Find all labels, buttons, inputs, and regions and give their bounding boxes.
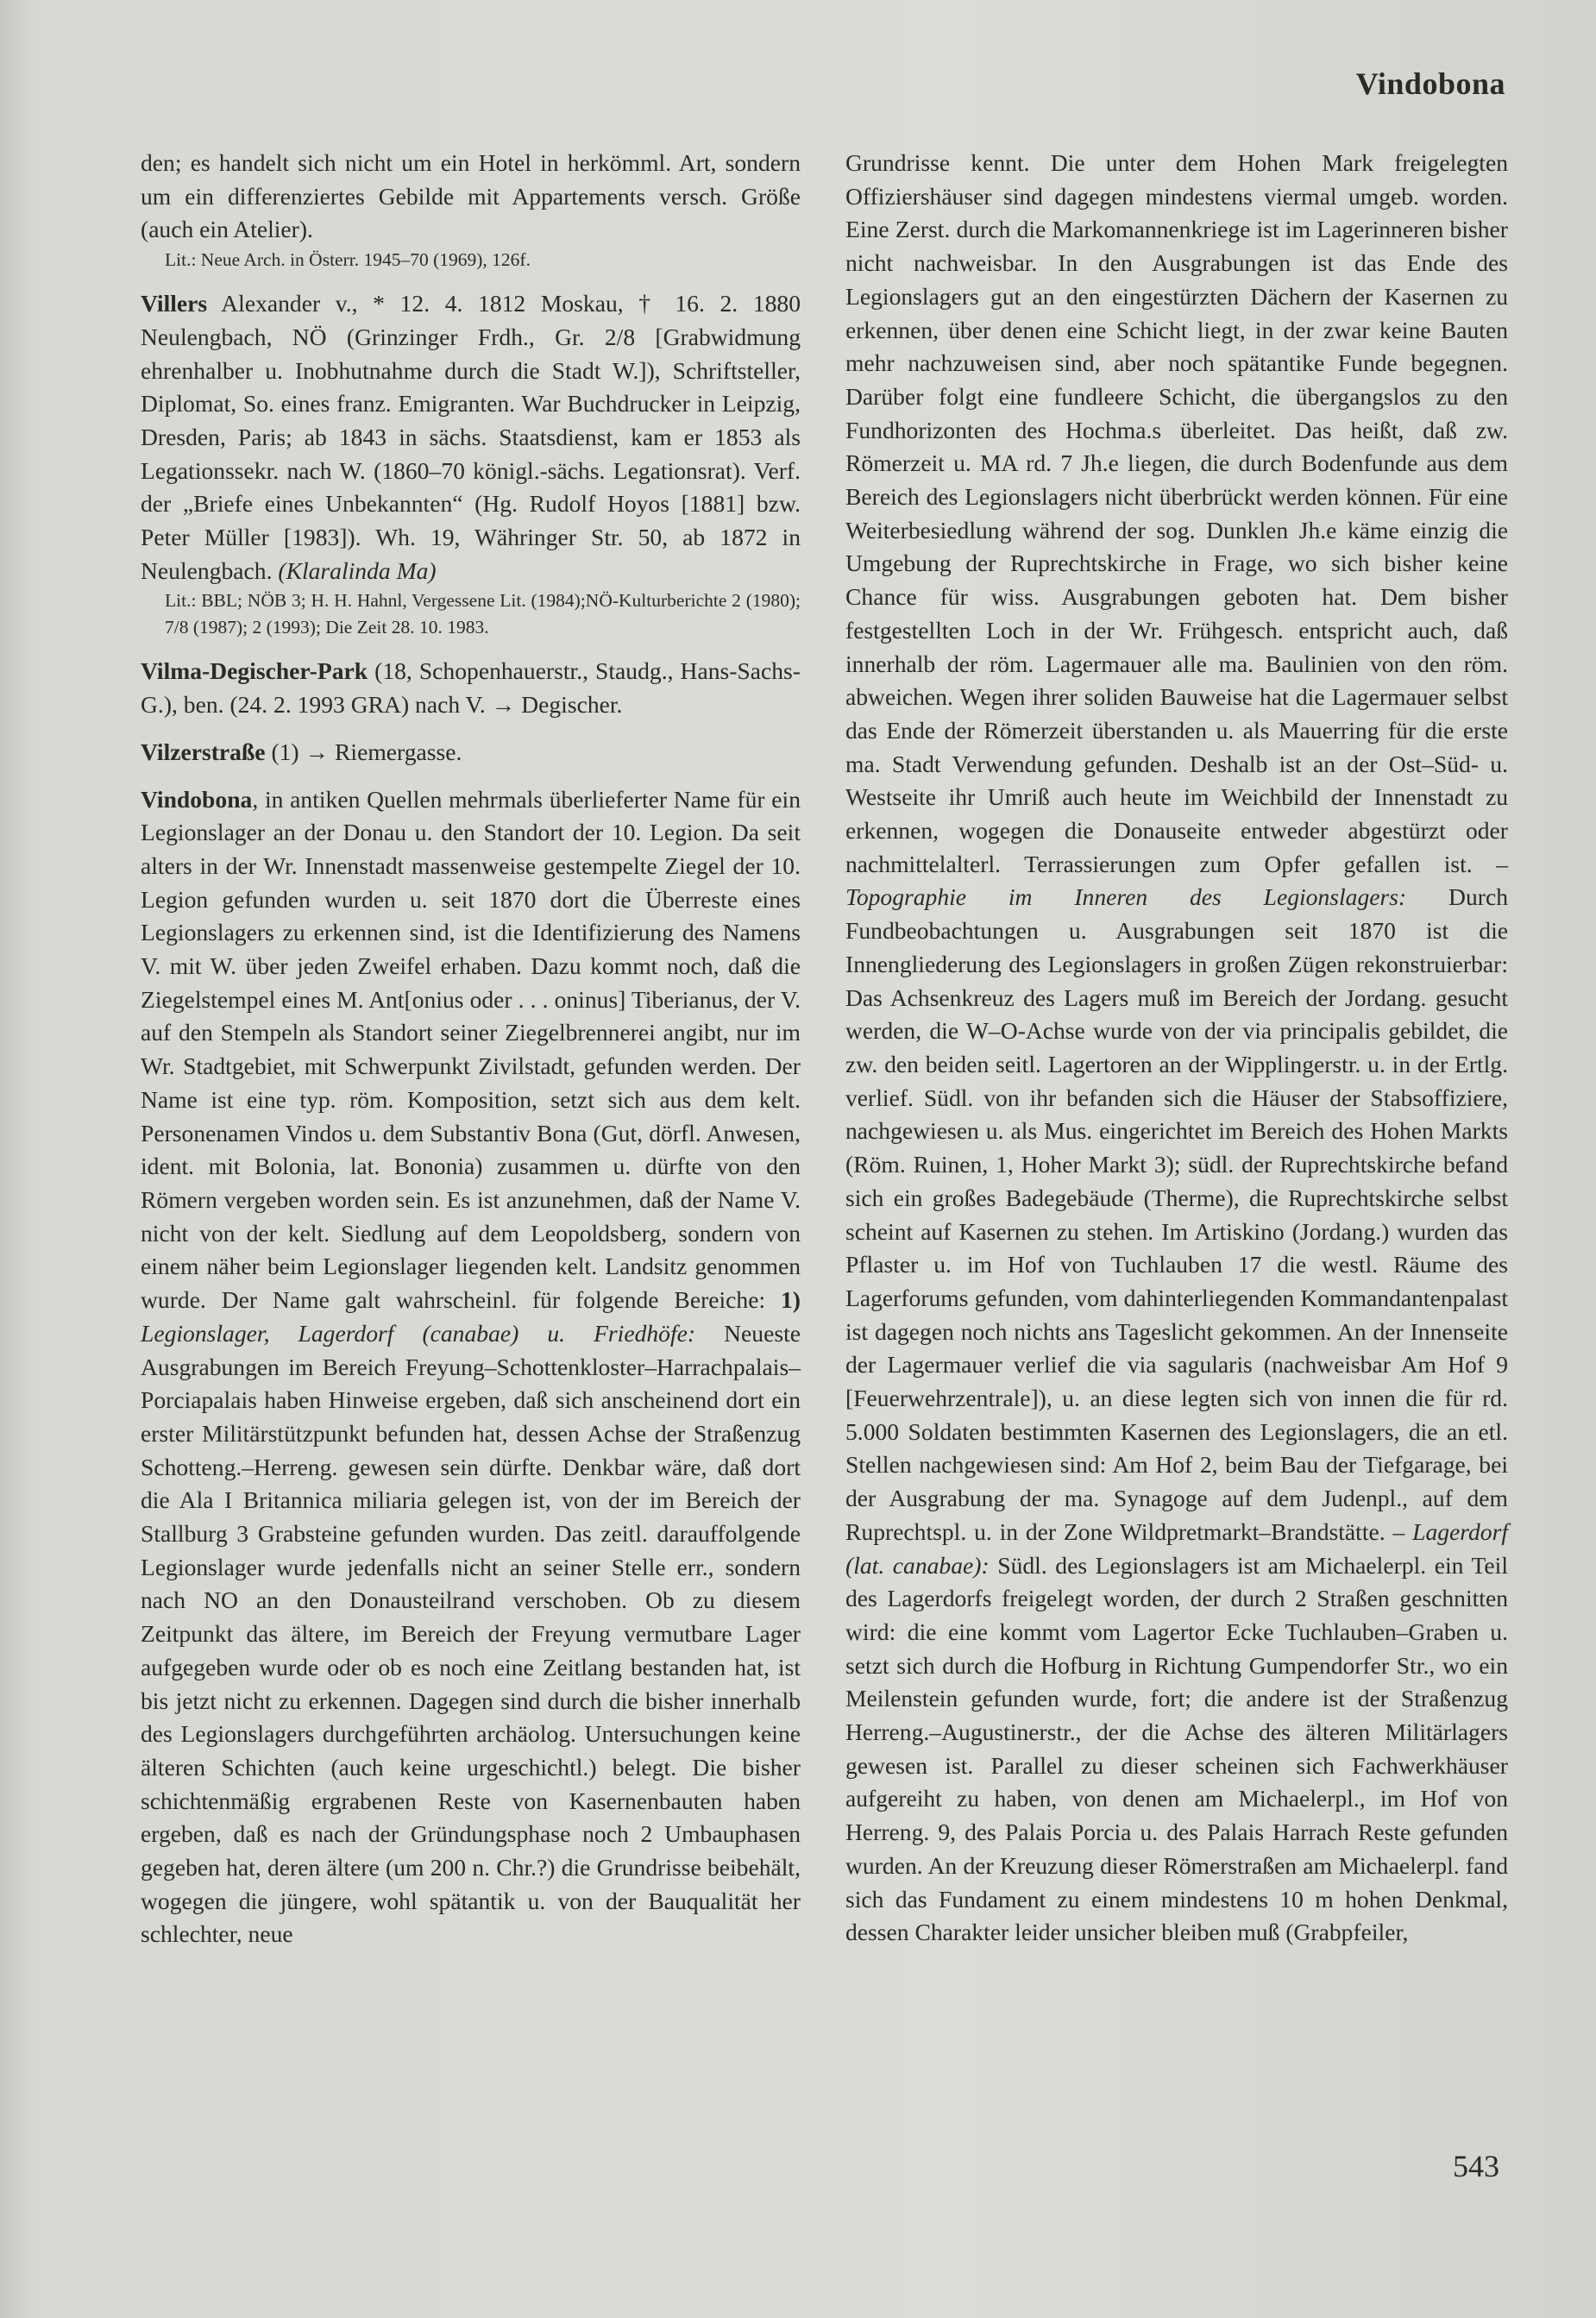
headword: Vilma-Degischer-Park [141, 657, 368, 685]
right-column [845, 147, 1508, 1950]
section-number: 1) [781, 1286, 801, 1314]
literature-note: Lit.: Neue Arch. in Österr. 1945–70 (1969), 126f. [165, 249, 531, 271]
entry-body: Alexander v., * 12. 4. 1812 Moskau, † 16. 2. 1880 Neulengbach, NÖ (Grinzinger Frdh., Gr. 2/8 [Grabwidmung ehrenhalber u. Inobhutnahme durch die Stadt W.]), Schriftsteller, Diplomat, So. eines franz. Emigranten. War Buchdrucker in Leipzig, Dresden, Paris; ab 1843 in sächs. Staatsdienst, kam er 1853 als Legationssekr. nach W. (1860–70 königl.-sächs. Legationsrat). Verf. der „Briefe eines Unbekannten“ (Hg. Rudolf Hoyos [1881] bzw. Peter Müller [1983]). Wh. 19, Währinger Str. 50, ab 1872 in Neulengbach. [141, 290, 801, 584]
entry-body: Südl. des Legionslagers ist am Michaelerpl. ein Teil des Lagerdorfs freigelegt worden, der durch 2 Straßen geschnitten wird: die eine kommt vom Lagertor Ecke Tuchlauben–Graben u. setzt sich durch die Hofburg in Richtung Gumpendorfer Str., wo ein Meilenstein gefunden wurde, fort; die andere ist der Straßenzug Herreng.–Augustinerstr., der die Achse des älteren Militärlagers gewesen ist. Parallel zu dieser scheinen sich Fachwerkhäuser aufgereiht zu haben, von denen am Michaelerpl., im Hof von Herreng. 9, des Palais Porcia u. des Palais Harrach Reste gefunden wurden. An der Kreuzung dieser Römerstraßen am Michaelerpl. fand sich das Fundament zu einem mindestens 10 m hohen Denkmal, dessen Charakter leider unsicher bleiben muß (Grabpfeiler, [845, 1551, 1508, 1946]
entry-text [845, 147, 1508, 1950]
entry-text: den; es handelt sich nicht um ein Hotel in herkömml. Art, sondern um ein differenziertes Gebilde mit Appartements versch. Größe (auch ein Atelier). [141, 149, 801, 243]
entry-body: , in antiken Quellen mehrmals überlieferter Name für ein Legionslager an der Donau u. den Standort der 10. Legion. Da seit alters in der Wr. Innenstadt massenweise gestempelte Ziegel der 10. Legion gefunden wurden u. seit 1870 dort die Überreste eines Legionslagers zu erkennen sind, ist die Identifizierung des Namens V. mit W. über jeden Zweifel erhaben. Dazu kommt noch, daß die Ziegelstempel eines M. Ant[onius oder . . . oninus] Tiberianus, der V. auf den Stempeln als Standort seiner Ziegelbrennerei angibt, nur im Wr. Stadtgebiet, mit Schwerpunkt Zivilstadt, gefunden werden. Der Name ist eine typ. röm. Komposition, setzt sich aus dem kelt. Personenamen Vindos u. dem Substantiv Bona (Gut, dörfl. Anwesen, ident. mit Bolonia, lat. Bononia) zusammen u. dürfte von den Römern vergeben worden sein. Es ist anzunehmen, daß der Name V. nicht von der kelt. Siedlung auf dem Leopoldsberg, sondern von einem näher beim Legionslager liegenden kelt. Landsitz genommen wurde. Der Name galt wahrscheinl. für folgende Bereiche: [141, 785, 801, 1314]
entry-text [141, 287, 801, 587]
entry-villers [141, 287, 801, 641]
entry-text [141, 655, 801, 721]
entry-text [141, 783, 801, 1952]
entry-hotel [141, 147, 801, 273]
running-head: Vindobona [1355, 66, 1505, 101]
section-heading: Legionslager, Lagerdorf (canabae) u. Friedhöfe: [141, 1319, 696, 1347]
entry-body: Neueste Ausgrabungen im Bereich Freyung–Schottenkloster–Harrachpalais–Porciapalais haben Hinweise ergeben, daß sich anscheinend dort ein erster Militärstützpunkt befunden hat, dessen Achse der Straßenzug Schotteng.–Herreng. gewesen sein dürfte. Denkbar wäre, daß dort die Ala I Britannica miliaria gelegen ist, von der im Bereich der Stallburg 3 Grabsteine gefunden wurden. Das zeitl. darauffolgende Legionslager wurde jedenfalls nicht an seiner Stelle err., sondern nach NO an den Donausteilrand verschoben. Ob zu diesem Zeitpunkt das ältere, im Bereich der Freyung vermutbare Lager aufgegeben wurde oder ob es noch eine Zeitlang bestanden hat, ist bis jetzt nicht zu erkennen. Dagegen sind durch die bisher innerhalb des Legionslagers durchgeführten archäolog. Untersuchungen keine älteren Schichten (auch keine urgeschichtl.) belegt. Die bisher schichtenmäßig ergrabenen Reste von Kasernenbauten haben ergeben, daß es nach der Gründungsphase noch 2 Umbauphasen gegeben hat, deren ältere (um 200 n. Chr.?) die Grundrisse beibehält, wogegen die jüngere, wohl spätantik u. von der Bauqualität her schlechter, neue [141, 1319, 801, 1948]
headword: Villers [141, 290, 208, 317]
entry-vilma-degischer-park [141, 655, 801, 721]
literature-note: Lit.: BBL; NÖB 3; H. H. Hahnl, Vergessene Lit. (1984);NÖ-Kulturberichte 2 (1980); 7/8 (1987); 2 (1993); Die Zeit 28. 10. 1983. [165, 590, 801, 638]
page-number: 543 [1453, 2149, 1499, 2183]
entry-body: (18, Schopenhauerstr., Staudg., Hans-Sachs-G.), ben. (24. 2. 1993 GRA) nach V. → Degischer. [141, 657, 801, 719]
entry-vindobona [141, 783, 801, 1952]
headword: Vilzerstraße [141, 738, 266, 765]
entry-body: Durch Fundbeobachtungen u. Ausgrabungen seit 1870 ist die Innengliederung des Legionslagers in großen Zügen rekonstruierbar: Das Achsenkreuz des Lagers muß im Bereich der Jordang. gesucht werden, die W–O-Achse wurde von der via principalis gebildet, die zw. den beiden seitl. Lagertoren an der Wipplingerstr. u. in der Ertlg. verlief. Südl. von ihr befanden sich die Häuser der Stabsoffiziere, nachgewiesen u. als Mus. eingerichtet im Bereich des Hohen Markts (Röm. Ruinen, 1, Hoher Markt 3); südl. der Ruprechtskirche befand sich ein großes Badegebäude (Therme), die Ruprechtskirche selbst scheint auf Kasernen zu stehen. Im Artiskino (Jordang.) wurden das Pflaster u. im Hof von Tuchlauben 17 die westl. Räume des Lagerforums gefunden, vom dahinterliegenden Kommandantenpalast ist dagegen noch nichts ans Tageslicht gekommen. An der Innenseite der Lagermauer verlief die via sagularis (nachweisbar Am Hof 9 [Feuerwehrzentrale]), u. an diese legten sich von innen die für rd. 5.000 Soldaten bestimmten Kasernen des Legionslagers, die an etl. Stellen nachgewiesen sind: Am Hof 2, beim Bau der Tiefgarage, bei der Ausgrabung der ma. Synagoge auf dem Judenpl., auf dem Ruprechtspl. u. in der Zone Wildpretmarkt–Brandstätte. – [845, 883, 1508, 1545]
entry-body: Grundrisse kennt. Die unter dem Hohen Mark freigelegten Offiziershäuser sind dagegen mindestens viermal umgeb. worden. Eine Zerst. durch die Markomannenkriege ist im Lagerinneren bisher nicht nachweisbar. In den Ausgrabungen ist das Ende des Legionslagers gut an den eingestürzten Dächern der Kasernen zu erkennen, über denen eine Schicht liegt, in der zwar keine Bauten mehr nachzuweisen sind, aber noch spätantike Funde begegnen. Darüber folgt eine fundleere Schicht, die übergangslos zu den Fundhorizonten des Hochma.s überleitet. Das heißt, daß zw. Römerzeit u. MA rd. 7 Jh.e liegen, die durch Bodenfunde aus dem Bereich des Legionslagers nicht überbrückt werden können. Für eine Weiterbesiedlung während der sog. Dunklen Jh.e käme einzig die Umgebung der Ruprechtskirche in Frage, wo sich bisher keine Chance für wiss. Ausgrabungen geboten hat. Dem bisher festgestellten Loch in der Wr. Frühgesch. entspricht auch, daß innerhalb der röm. Lagermauer alle ma. Baulinien von den röm. abweichen. Wegen ihrer soliden Bauweise hat die Lagermauer selbst das Ende der Römerzeit überstanden u. als Mauerring für die erste ma. Stadt Verwendung gefunden. Deshalb ist an der Ost–Süd- u. Westseite ihr Umriß auch heute im Weichbild der Innenstadt zu erkennen, wogegen die Donauseite entweder abgestürzt oder nachmittelalterl. Terrassierungen zum Opfer gefallen ist. – [845, 149, 1508, 877]
entry-body: (1) → Riemergasse. [265, 738, 462, 765]
headword: Vindobona [141, 785, 253, 813]
section-heading: Topographie im Inneren des Legionslagers: [845, 883, 1407, 911]
entry-text [141, 736, 801, 770]
left-column [141, 147, 801, 1951]
author-signature: (Klaralinda Ma) [278, 556, 437, 584]
section-heading: Lagerdorf (lat. canabae): [845, 1517, 1508, 1579]
entry-vilzerstrasse [141, 736, 801, 770]
